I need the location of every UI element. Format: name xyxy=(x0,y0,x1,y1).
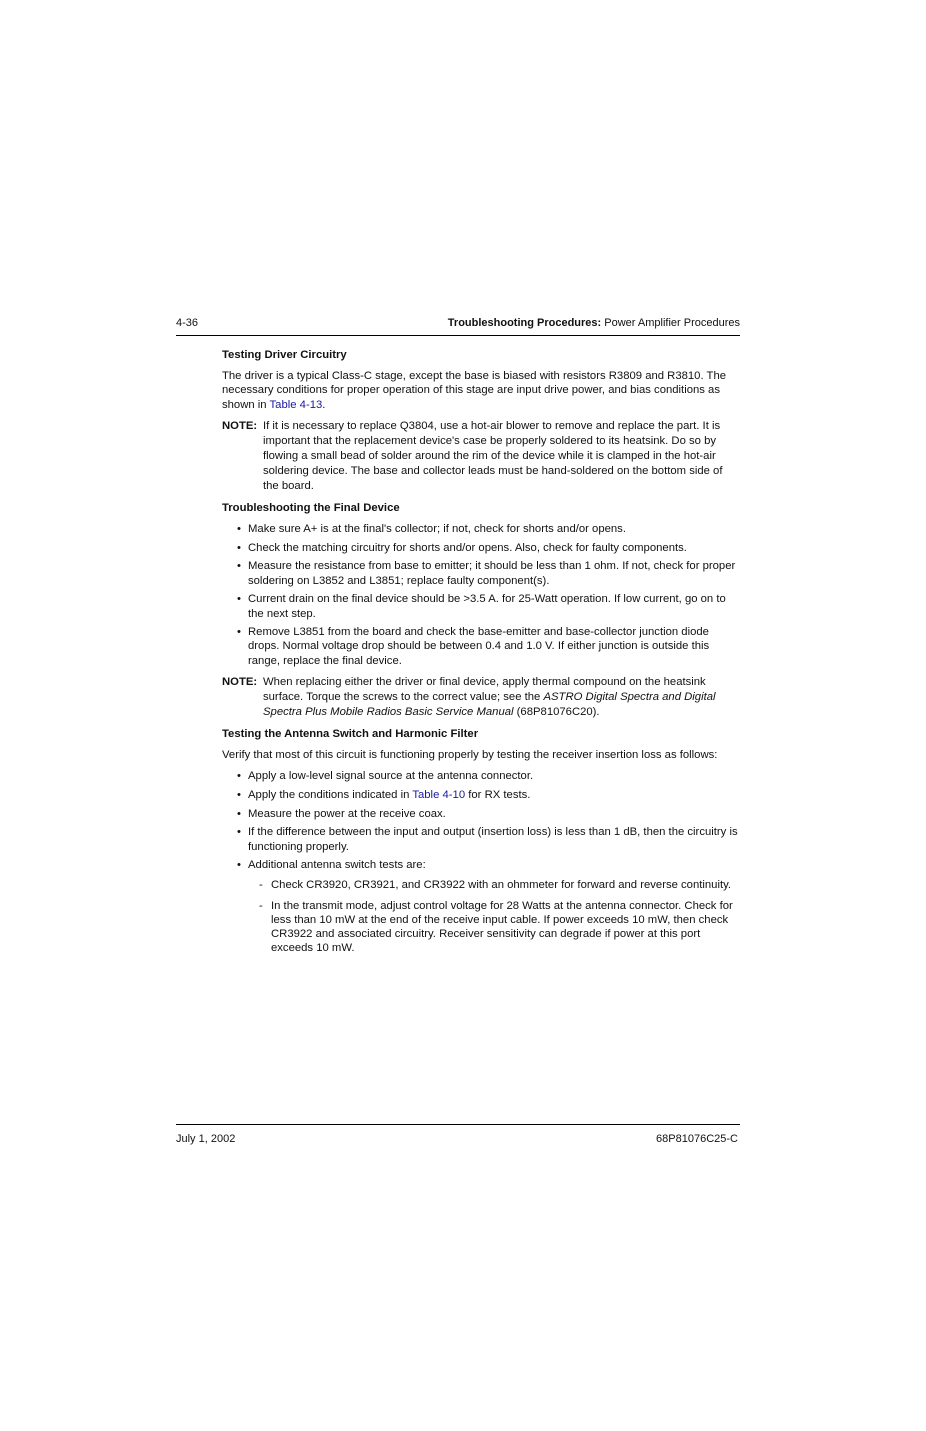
note-label: NOTE: xyxy=(222,419,258,432)
list-item: • Make sure A+ is at the final's collector; if not, check for shorts and/or opens. xyxy=(237,522,740,536)
heading-testing-antenna-switch: Testing the Antenna Switch and Harmonic Filter xyxy=(222,727,479,740)
running-header xyxy=(448,317,740,329)
list-item: • Apply the conditions indicated in Table 4-10 for RX tests. xyxy=(237,788,740,802)
antenna-intro: Verify that most of this circuit is functioning properly by testing the receiver insertion loss as follows: xyxy=(222,749,718,762)
list-item: • If the difference between the input and output (insertion loss) is less than 1 dB, then the circuitry is functioning properly. xyxy=(237,825,740,853)
driver-paragraph: The driver is a typical Class-C stage, except the base is biased with resistors R3809 and R3810. The necessary conditions for proper operation of this stage are input drive power, and bias conditions as shown in Table 4-13. xyxy=(222,370,727,411)
note-label: NOTE: xyxy=(222,675,258,688)
antenna-switch-subtests xyxy=(248,878,740,955)
page-body xyxy=(222,348,740,962)
list-item: • Measure the resistance from base to emitter; it should be less than 1 ohm. If not, check for proper soldering on L3852 and L3851; replace faulty component(s). xyxy=(237,559,740,587)
note-thermal-compound xyxy=(222,675,740,720)
final-device-checklist xyxy=(222,522,740,668)
list-item: • Apply a low-level signal source at the antenna connector. xyxy=(237,769,740,783)
note-text: When replacing either the driver or final device, apply thermal compound on the heatsink surface. Torque the screws to the correct value; see the ASTRO Digital Spectra and Digital Spectra Plus Mobile Radios Basic Service Manual (68P81076C20). xyxy=(263,675,716,718)
antenna-test-checklist xyxy=(222,769,740,955)
list-item: • Additional antenna switch tests are: - Check CR3920, CR3921, and CR3922 with an ohmmeter for forward and reverse continuity. - In the transmit mode, adjust control voltage for 28 Watts at the antenna connector. Check for less than 10 mW at the end of the receive input cable. If power exceeds 10 mW, then check CR3922 and associated circuitry. Receiver sensitivity can degrade if power at this port exceeds 10 mW. xyxy=(237,858,740,955)
list-item: • Remove L3851 from the board and check the base-emitter and base-collector junction diode drops. Normal voltage drop should be between 0.4 and 1.0 V. If either junction is outside this range, replace the final device. xyxy=(237,625,740,668)
header-rule xyxy=(176,335,740,336)
table-4-13-link[interactable]: Table 4-13 xyxy=(269,398,323,411)
list-item: • Measure the power at the receive coax. xyxy=(237,807,740,821)
footer-date: July 1, 2002 xyxy=(176,1133,236,1145)
sub-list-item: - In the transmit mode, adjust control voltage for 28 Watts at the antenna connector. Check for less than 10 mW at the end of the receive input cable. If power exceeds 10 mW, then check CR3922 and associated circuitry. Receiver sensitivity can degrade if power at this port exceeds 10 mW. xyxy=(259,899,740,956)
note-replace-q3804 xyxy=(222,419,740,494)
footer-rule xyxy=(176,1124,740,1125)
heading-troubleshooting-final-device: Troubleshooting the Final Device xyxy=(222,501,400,514)
running-header-section: Troubleshooting Procedures: xyxy=(447,317,602,329)
list-item: • Current drain on the final device should be >3.5 A. for 25-Watt operation. If low current, go on to the next step. xyxy=(237,592,740,620)
footer-doc-number: 68P81076C25-C xyxy=(656,1133,738,1145)
sub-list-item: - Check CR3920, CR3921, and CR3922 with an ohmmeter for forward and reverse continuity. xyxy=(259,878,740,892)
heading-testing-driver-circuitry: Testing Driver Circuitry xyxy=(222,349,347,361)
running-header-subsection: Power Amplifier Procedures xyxy=(604,317,740,329)
note-text: If it is necessary to replace Q3804, use a hot-air blower to remove and replace the part. It is important that the replacement device's case be properly soldered to its heatsink. Do so by flowing a small bead of solder around the rim of the device while it is clamped in the hot-air soldering device. The base and collector leads must be hand-soldered on the bottom side of the board. xyxy=(263,419,723,492)
page-number: 4-36 xyxy=(176,317,199,329)
list-item: • Check the matching circuitry for shorts and/or opens. Also, check for faulty components. xyxy=(237,541,740,555)
table-4-10-link[interactable]: Table 4-10 xyxy=(412,788,466,801)
manual-title: ASTRO Digital Spectra and Digital Spectra Plus Mobile Radios Basic Service Manual xyxy=(263,690,716,718)
